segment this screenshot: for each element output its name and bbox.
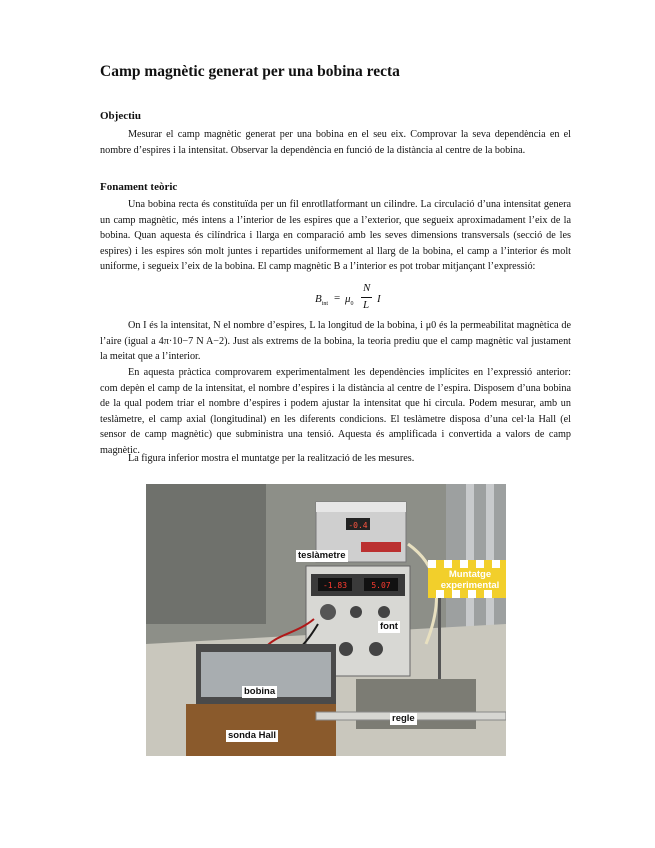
label-bobina: bobina: [244, 686, 276, 697]
teslameter-readout: -0.4: [348, 521, 368, 530]
equation-equals: =: [334, 292, 341, 304]
equation-lhs: $B_{int}$: [315, 293, 329, 308]
label-muntatge: Muntatge experimental: [440, 569, 500, 591]
equation-factor: I: [377, 293, 381, 305]
equation-mu: $\mu_0$: [345, 293, 354, 308]
objective-heading: Objectiu: [100, 110, 141, 122]
theory-paragraph-4: La figura inferior mostra el muntatge per la realització de les mesures.: [128, 453, 415, 464]
theory-heading: Fonament teòric: [100, 181, 178, 193]
field-equation: [315, 282, 395, 318]
label-sonda-hall: sonda Hall: [228, 730, 277, 741]
theory-paragraph-2: On I és la intensitat, N el nombre d’espires, L la longitud de la bobina, i μ0 és la permeabilitat magnètica de l’aire (igual a 4π·10−7 N A−2). Just als extrems de la bobina, la teoria prediu que el camp magnètic val justament la meitat que a l’interior.: [100, 320, 571, 362]
display-right: 5.07: [371, 581, 391, 590]
display-left: -1.83: [322, 581, 348, 590]
equation-numerator: N: [363, 282, 371, 294]
theory-paragraph-1: Una bobina recta és constituïda per un fil enrotllatformant un cilindre. La circulació d’una intensitat genera un camp magnètic, més intens a l’interior de les espires que a l’exterior, que segueix aproximadament l’eix de la bobina. Quan aquesta és cilíndrica i llarga en comparació amb les seves dimensions transversals (secció de les espires) i les espires són molt juntes i repartides uniformement al llarg de la bobina, el camp a l’interior és molt uniforme, i segueix l’eix de la bobina. El camp magnètic B a l’interior es pot trobar mitjançant l’expressió:: [100, 199, 571, 272]
label-teslametre: teslàmetre: [298, 550, 346, 561]
experimental-setup-photo: [146, 484, 506, 756]
equation-denominator: L: [363, 299, 370, 311]
label-font: font: [380, 621, 398, 632]
setup-illustration: [146, 484, 506, 756]
theory-paragraph-3: En aquesta pràctica comprovarem experimentalment les dependències implícites en l’expressió anterior: com depèn el camp de la intensitat, el nombre d’espires i la distància al centre de l’espira. Disposem d’una bobina de la qual podem triar el nombre d’espires i podem ajustar la intensitat que hi circula. Podem mesurar, amb un teslàmetre, el camp axial (longitudinal) en les diferents condicions. El teslàmetre disposa d’una cel·la Hall (el sensor de camp magnètic) que subministra una tensió. Aquesta és amplificada i convertida a valors de camp magnètic.: [100, 367, 571, 456]
fraction-line: [361, 297, 372, 298]
page-title: Camp magnètic generat per una bobina recta: [100, 63, 400, 80]
label-regle: regle: [392, 713, 415, 724]
objective-text: Mesurar el camp magnètic generat per una bobina en el seu eix. Comprovar la seva dependència en el nombre d’espires i la intensitat. Observar la dependència en funció de la distància al centre de la bobina.: [100, 129, 571, 156]
